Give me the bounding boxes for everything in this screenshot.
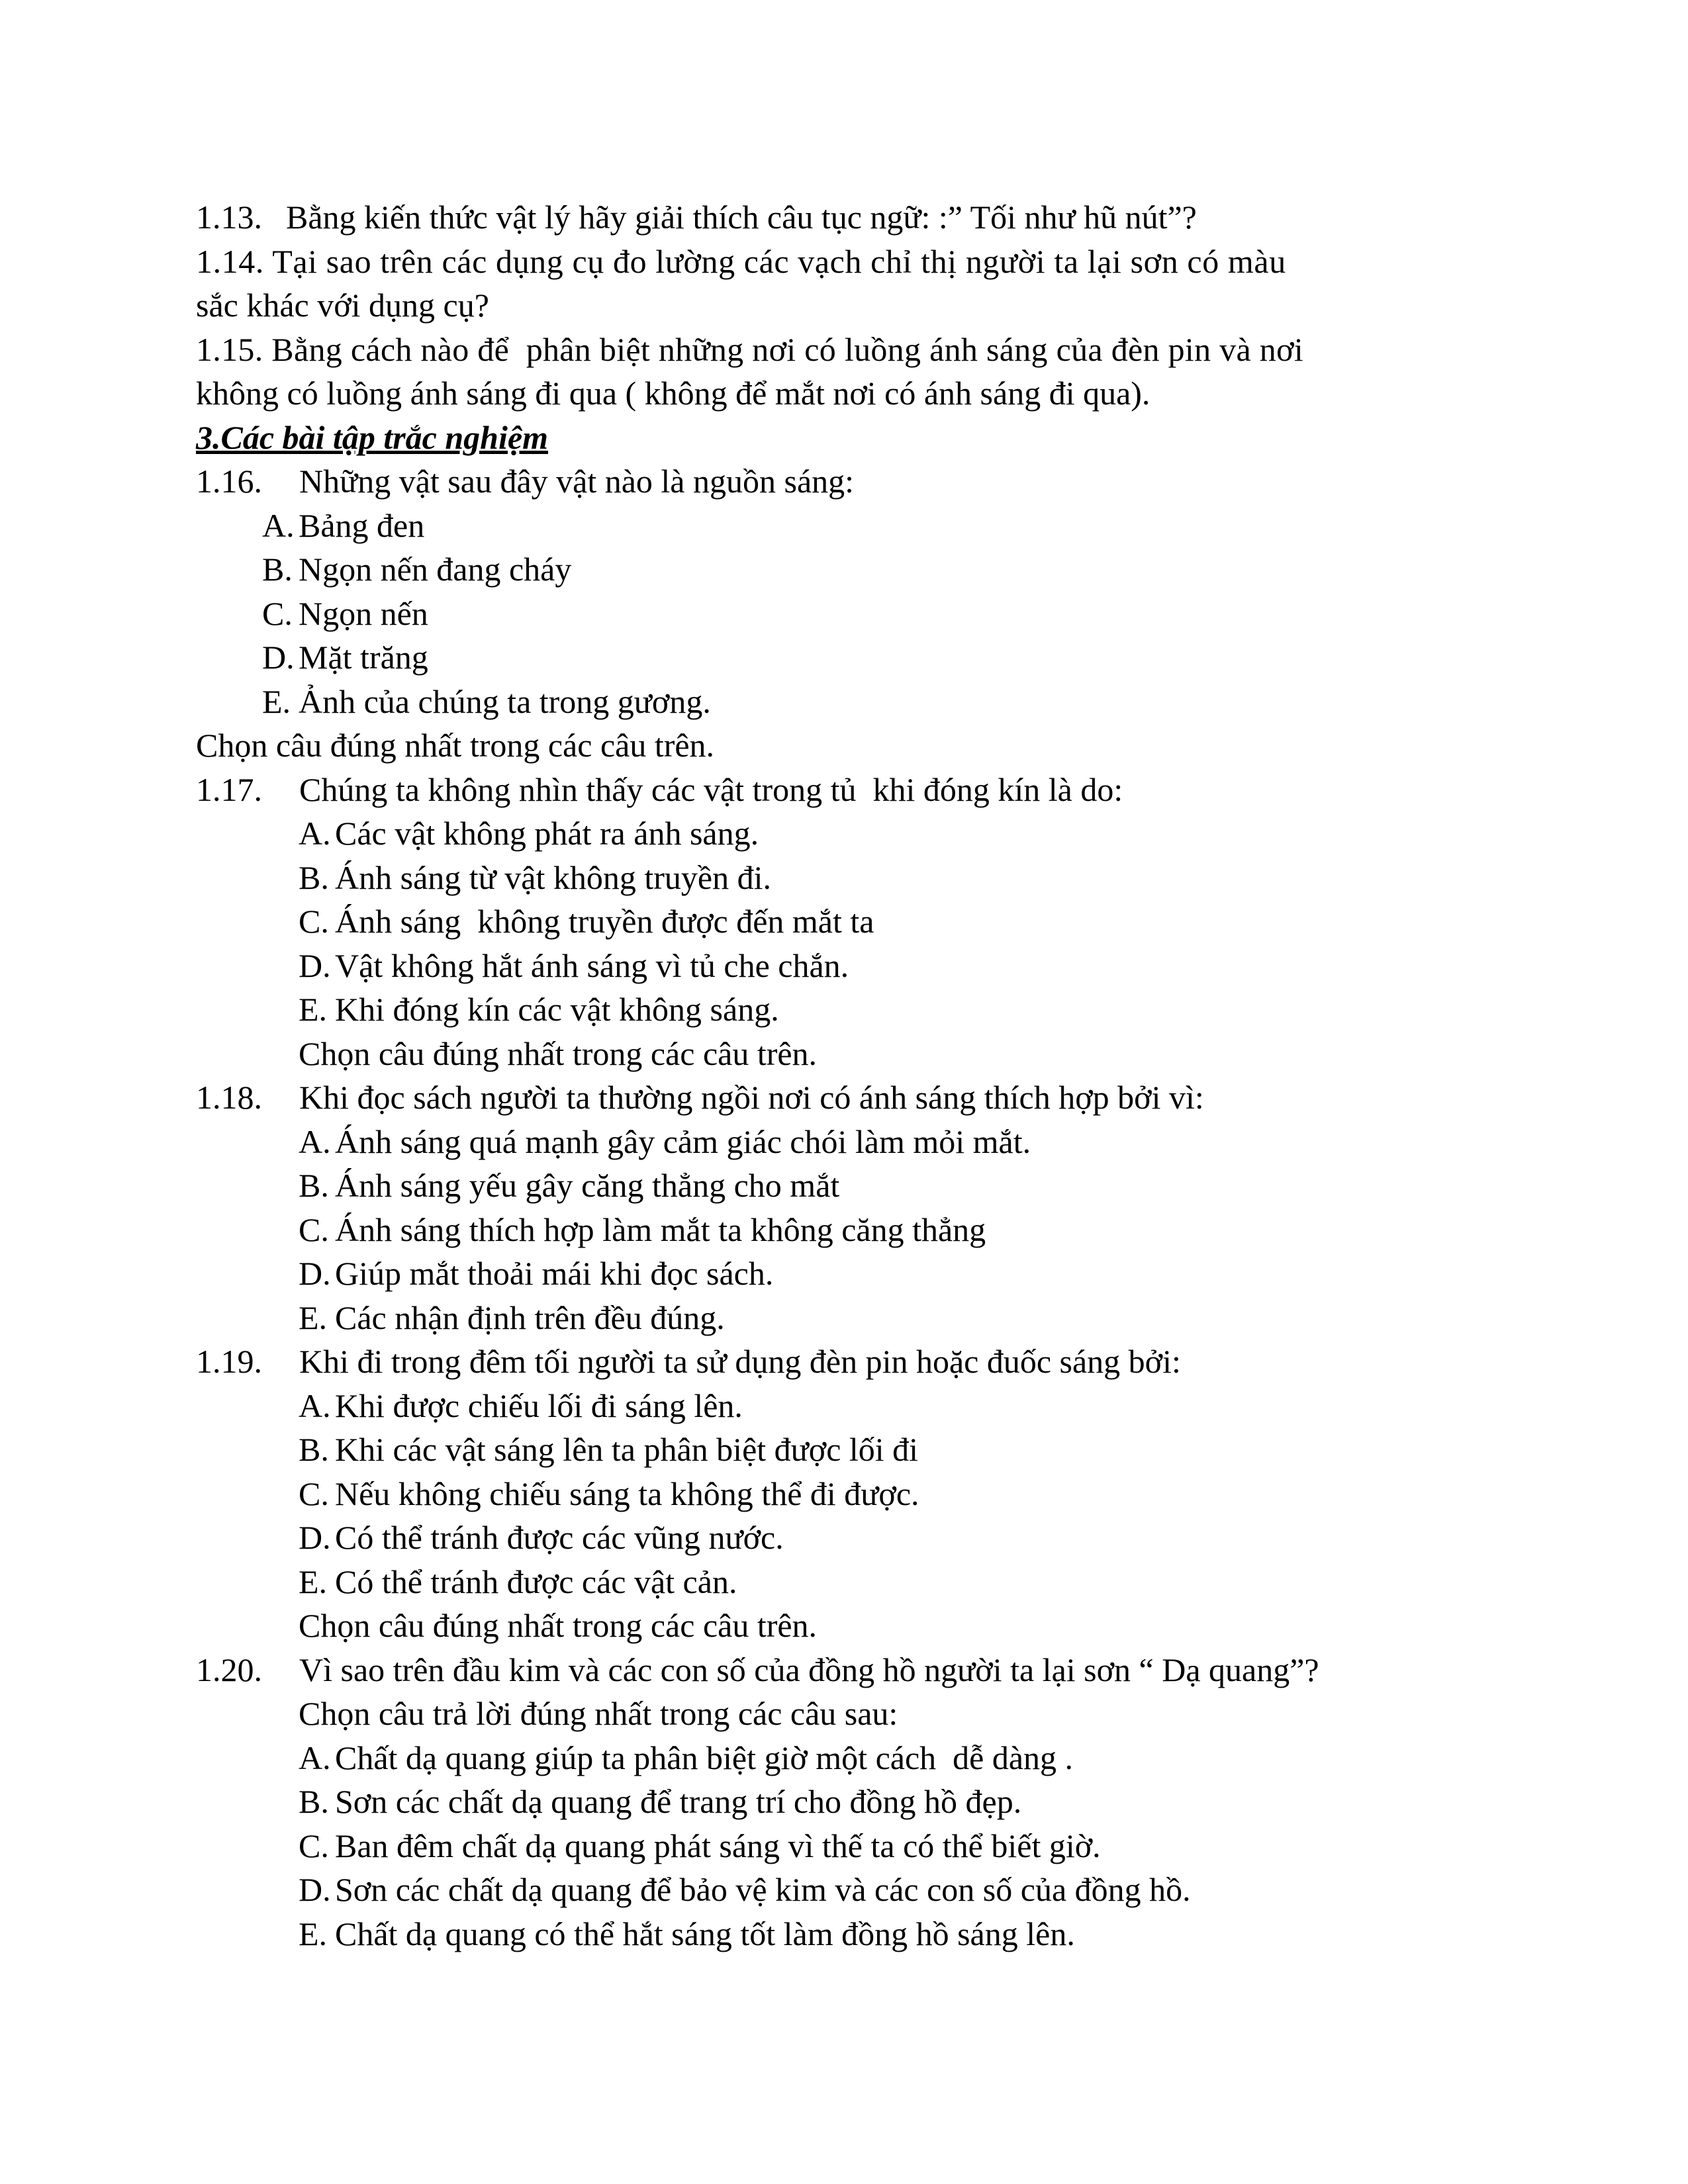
option-letter: C. xyxy=(262,594,293,632)
option-text: Nếu không chiếu sáng ta không thể đi được. xyxy=(335,1475,919,1512)
section-heading: 3.Các bài tập trắc nghiệm xyxy=(196,418,548,456)
option-text: Khi đóng kín các vật không sáng. xyxy=(335,991,779,1028)
option-letter: A. xyxy=(262,506,295,544)
option-c xyxy=(196,1208,1493,1252)
option-text: Ánh sáng từ vật không truyền đi. xyxy=(335,858,771,896)
option-a xyxy=(196,1736,1493,1780)
question-1-15-line1: 1.15. Bằng cách nào để phân biệt những nơi có luồng ánh sáng của đèn pin và nơi xyxy=(196,330,1304,368)
option-text: Mặt trăng xyxy=(299,639,428,676)
option-text: Bảng đen xyxy=(299,506,425,544)
option-letter: E. xyxy=(299,1298,328,1336)
option-d xyxy=(196,944,1493,988)
option-letter: C. xyxy=(299,1827,329,1864)
option-letter: D. xyxy=(299,1519,331,1556)
question-footer: Chọn câu đúng nhất trong các câu trên. xyxy=(196,727,715,764)
option-letter: D. xyxy=(299,1871,331,1908)
option-letter: A. xyxy=(299,815,331,852)
option-text: Ngọn nến xyxy=(299,594,428,632)
question-1-17 xyxy=(196,768,1493,812)
option-a xyxy=(196,1384,1493,1428)
option-e xyxy=(196,987,1493,1032)
option-b xyxy=(196,1428,1493,1472)
option-letter: B. xyxy=(299,1167,329,1204)
option-letter: D. xyxy=(262,639,295,676)
option-text: Sơn các chất dạ quang để bảo vệ kim và các con số của đồng hồ. xyxy=(335,1871,1191,1908)
option-c xyxy=(196,1824,1493,1868)
question-number: 1.20. xyxy=(196,1651,262,1688)
option-b xyxy=(196,1163,1493,1208)
option-text: Có thể tránh được các vũng nước. xyxy=(335,1519,784,1556)
option-d xyxy=(196,1251,1493,1296)
option-letter: B. xyxy=(299,1783,329,1820)
question-1-20 xyxy=(196,1648,1493,1692)
option-b xyxy=(196,856,1493,900)
option-text: Chất dạ quang có thể hắt sáng tốt làm đồng hồ sáng lên. xyxy=(335,1915,1075,1952)
option-c xyxy=(196,1472,1493,1516)
question-text: Vì sao trên đầu kim và các con số của đồng hồ người ta lại sơn “ Dạ quang”? xyxy=(299,1651,1319,1688)
option-b xyxy=(196,547,1493,592)
option-b xyxy=(196,1780,1493,1824)
option-e xyxy=(196,1296,1493,1340)
option-text: Các nhận định trên đều đúng. xyxy=(335,1298,725,1336)
option-c xyxy=(196,899,1493,944)
option-e xyxy=(196,680,1493,724)
question-text: Khi đọc sách người ta thường ngồi nơi có ánh sáng thích hợp bởi vì: xyxy=(299,1079,1204,1116)
option-letter: D. xyxy=(299,946,331,984)
option-d xyxy=(196,1516,1493,1560)
option-text: Ánh sáng yếu gây căng thẳng cho mắt xyxy=(335,1167,840,1204)
option-text: Chất dạ quang giúp ta phân biệt giờ một cách dễ dàng . xyxy=(335,1739,1074,1776)
option-e xyxy=(196,1560,1493,1604)
option-text: Ánh sáng thích hợp làm mắt ta không căng thẳng xyxy=(335,1210,986,1248)
question-text: Những vật sau đây vật nào là nguồn sáng: xyxy=(299,463,855,500)
question-text: Khi đi trong đêm tối người ta sử dụng đèn pin hoặc đuốc sáng bởi: xyxy=(299,1343,1181,1380)
document-page xyxy=(196,195,1493,1956)
question-number: 1.16. xyxy=(196,463,262,500)
option-letter: E. xyxy=(299,1915,328,1952)
option-letter: A. xyxy=(299,1122,331,1160)
option-text: Ngọn nến đang cháy xyxy=(299,551,572,588)
option-text: Ánh sáng không truyền được đến mắt ta xyxy=(335,903,874,940)
option-text: Có thể tránh được các vật cản. xyxy=(335,1563,737,1600)
option-letter: C. xyxy=(299,903,329,940)
question-1-16 xyxy=(196,459,1493,504)
question-1-14-line1: 1.14. Tại sao trên các dụng cụ đo lường các vạch chỉ thị người ta lại sơn có màu xyxy=(196,242,1286,280)
option-a xyxy=(196,504,1493,548)
question-1-15-line2: không có luồng ánh sáng đi qua ( không để mắt nơi có ánh sáng đi qua). xyxy=(196,375,1150,412)
question-subtext: Chọn câu trả lời đúng nhất trong các câu sau: xyxy=(299,1695,898,1732)
question-number: 1.13. xyxy=(196,199,262,236)
question-text: Bằng kiến thức vật lý hãy giải thích câu tục ngữ: :” Tối như hũ nút”? xyxy=(286,199,1197,236)
option-text: Các vật không phát ra ánh sáng. xyxy=(335,815,759,852)
option-text: Giúp mắt thoải mái khi đọc sách. xyxy=(335,1255,774,1292)
option-letter: A. xyxy=(299,1739,331,1776)
option-text: Khi các vật sáng lên ta phân biệt được lối đi xyxy=(335,1431,919,1468)
option-text: Ban đêm chất dạ quang phát sáng vì thế ta có thể biết giờ. xyxy=(335,1827,1101,1864)
option-text: Ánh sáng quá mạnh gây cảm giác chói làm mỏi mắt. xyxy=(335,1122,1031,1160)
option-letter: E. xyxy=(299,991,328,1028)
question-footer: Chọn câu đúng nhất trong các câu trên. xyxy=(299,1607,818,1644)
option-a xyxy=(196,1120,1493,1164)
option-a xyxy=(196,811,1493,856)
option-d xyxy=(196,1868,1493,1912)
option-letter: E. xyxy=(262,682,291,720)
option-letter: A. xyxy=(299,1387,331,1424)
question-1-14-line2: sắc khác với dụng cụ? xyxy=(196,287,489,324)
question-1-19 xyxy=(196,1340,1493,1384)
option-letter: B. xyxy=(299,858,329,896)
option-letter: D. xyxy=(299,1255,331,1292)
option-letter: E. xyxy=(299,1563,328,1600)
option-text: Khi được chiếu lối đi sáng lên. xyxy=(335,1387,743,1424)
option-d xyxy=(196,635,1493,680)
option-letter: B. xyxy=(262,551,293,588)
option-e xyxy=(196,1912,1493,1956)
option-text: Sơn các chất dạ quang để trang trí cho đồng hồ đẹp. xyxy=(335,1783,1022,1820)
question-number: 1.19. xyxy=(196,1343,262,1380)
question-1-13 xyxy=(196,195,1493,240)
option-c xyxy=(196,592,1493,636)
question-footer: Chọn câu đúng nhất trong các câu trên. xyxy=(299,1034,818,1072)
question-text: Chúng ta không nhìn thấy các vật trong tủ khi đóng kín là do: xyxy=(299,770,1123,808)
question-number: 1.18. xyxy=(196,1079,262,1116)
option-text: Ảnh của chúng ta trong gương. xyxy=(299,682,711,720)
option-text: Vật không hắt ánh sáng vì tủ che chắn. xyxy=(335,946,849,984)
option-letter: C. xyxy=(299,1475,329,1512)
option-letter: B. xyxy=(299,1431,329,1468)
question-1-18 xyxy=(196,1075,1493,1120)
option-letter: C. xyxy=(299,1210,329,1248)
question-number: 1.17. xyxy=(196,770,262,808)
